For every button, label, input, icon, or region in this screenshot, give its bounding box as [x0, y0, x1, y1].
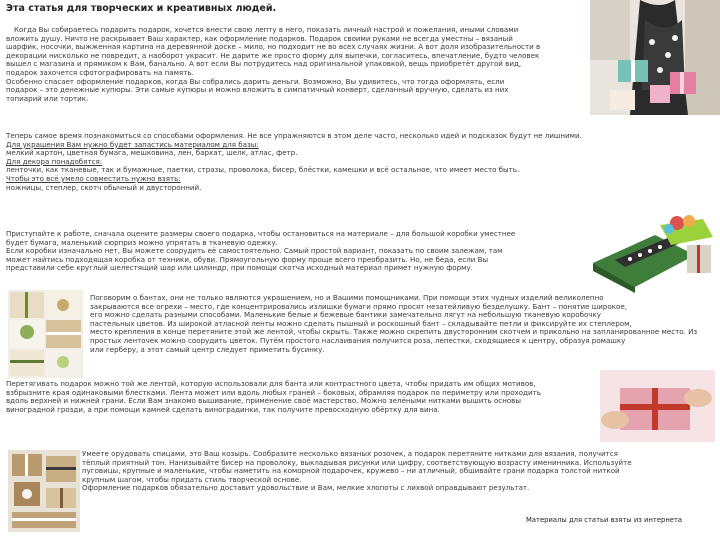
intro-line: подарок захочется сфотографировать на память.: [6, 67, 194, 77]
bows-line: закрываются все огрехи – место, где концентрировались излишки бумаги прямо просят незатейливую безделушку. Бант – понятие широкое,: [90, 301, 627, 311]
intro-line: подарок – это денежные купюры. Эти самые купюры и можно вложить в симпатичный конверт, сделанный вручную, сделать из них: [6, 85, 509, 95]
intro-line: Особенно спасает оформление подарков, когда Вы собрались дарить деньги. Возможно, Вы удивитесь, что тогда оформлять, если: [6, 76, 505, 86]
bows-paragraph: [90, 294, 715, 354]
size-paragraph: [6, 230, 566, 273]
ribbon-line: виноградной грозди, а при помощи камней сделать виноградинки, так получите превосходную обёртку для вина.: [6, 404, 440, 414]
wrapping-items: мелкий картон, цветная бумага, мешковина, лен, бархат, шелк, атлас, фетр.: [6, 148, 298, 158]
size-line: будет бумага, маленький сюрприз можно упрятать в тканевую одежку.: [6, 237, 278, 247]
gift-boxes-photo: [585, 215, 715, 293]
ribbon-line: вдоль верхней и нижней грани. Если Вам знакомо вышивание, применение своё мастерство. Можно зелёными нитками вышить основы: [6, 396, 521, 406]
knitting-line: Оформление подарков обязательно доставит удовольствие и Вам, мелкие хлопоты с лихвой оправдывают результат.: [82, 483, 530, 493]
bows-line: пастельных цветов. Из широкой атласной ленты можно сделать пышный и роскошный бант – складывайте петли и фиксируйте их степлером,: [90, 318, 632, 328]
size-line: Приступайте к работе, сначала оцените размеры своего подарка, чтобы остановиться на материале – для большой коробки уместнее: [6, 229, 516, 238]
materials-intro: Теперь самое время познакомиться со способами оформления. Не все упражняются в этом деле часто, несколько идей и подсказок будут не лишними.: [6, 131, 582, 140]
bows-line: Поговорим о бантах, они не только являются украшением, но и Вашими помощниками. При помощи этих чудных изделий великолепно: [90, 293, 604, 302]
gift-collage-photo: [8, 290, 83, 378]
intro-line: вышел с магазина и прямиком к Вам, банально. А вот если Вы потрудитесь над оригинальной упаковкой, вещь приобретёт другой вид,: [6, 59, 522, 69]
woman-with-gifts-photo: [590, 0, 720, 115]
bows-line: простых ленточек можно соорудить цветок. Путём простого наслаивания получится роза, лепестки, сходящиеся к центру, образуя ромашку: [90, 335, 626, 345]
knitting-paragraph: [82, 450, 712, 493]
knitting-line: Умеете орудовать спицами, это Ваш козырь. Сообразите несколько вязаных розочек, а подарок перетяните нитками для вязания, получится: [82, 449, 618, 458]
intro-paragraph: [6, 26, 606, 103]
materials-section: [6, 132, 716, 192]
size-line: представили себе круглый шелестящий шар или цилиндр, при помощи скотча исходный материал примет нужную форму.: [6, 263, 473, 273]
source-credit: Материалы для статьи взяты из интернета: [526, 516, 683, 524]
size-line: может найтись подходящая коробка от техники, обуви. Прямоугольную форму проще всего преобразить. Но, не беда, если Вы: [6, 254, 489, 264]
wrapping-heading: Для украшения Вам нужно будет запастись материалом для базы:: [6, 139, 259, 149]
kraft-gifts-photo: [8, 450, 80, 532]
wrapping-hands-photo: [600, 370, 715, 442]
knitting-line: крупным шагом, чтобы придать стиль творческой основе.: [82, 474, 302, 484]
ribbon-paragraph: [6, 380, 586, 414]
knitting-line: пуговицы, крупные и маленькие, чтобы наметить на коморной подарочек, кружево – ни атличный, обшивайте грани подарка толстой ниткой: [82, 466, 620, 476]
intro-line: шарфик, носочки, выжженная картина на деревянной доске – мило, но подходит не во всех случаях жизни. А вот доля изобразительности в: [6, 42, 541, 52]
tools-heading: Чтобы это всё умело совместить нужно взять:: [6, 173, 181, 183]
intro-line: Когда Вы собираетесь подарить подарок, хочется внести свою лепту в него, показать личный настрой и пожелания, иными словами: [14, 25, 519, 34]
bows-line: место крепления в конце перетяните этой же лентой, чтобы скрыть. Также можно скрепить двусторонним скотчем и прикольно на запланированное место. Из: [90, 327, 698, 337]
tools-items: ножницы, степлер, скотч обычный и двусторонний.: [6, 182, 202, 192]
bows-line: его можно сделать разными способами. Маленькие белые и бежевые бантики замечательно лягут на небольшую тканевую коробочку: [90, 310, 601, 320]
article-title: Эта статья для творческих и креативных людей.: [6, 3, 277, 14]
knitting-line: тёплый приятный тон. Нанизывайте бисер на проволоку, выкладывая рисунки или цифру, соответствующую возрасту именинника. Используйте: [82, 457, 632, 467]
decor-heading: Для декора понадобятся:: [6, 156, 103, 166]
decor-items: ленточки, как тканевые, так и бумажные, паетки, стразы, проволока, бисер, блёстки, камешки и всё остальное, что имеет место быть.: [6, 165, 520, 175]
size-line: Если коробки изначально нет, Вы можете соорудить её самостоятельно. Самый простой вариант, показать по своим залежам, там: [6, 246, 503, 256]
intro-line: вложить душу. Ничто не раскрывает Ваш характер, как оформление подарков. Подарок своими руками не всегда уместны – вязаный: [6, 33, 513, 43]
intro-line: топиарий или тортик.: [6, 93, 89, 103]
intro-line: декорации нисколько не повредит, а наоборот украсит. Не дарите же просто форму для выпечки, согласитесь, впечатление, будто человек: [6, 50, 540, 60]
ribbon-line: Перетягивать подарок можно той же лентой, которую использовали для банта или контрастного цвета, чтобы придать им общих мотивов,: [6, 379, 536, 388]
ribbon-line: взбрызните края одинаковыми блестками. Лента может или вдоль любых граней – боковых, обрамляя подарок по периметру или проходить: [6, 387, 541, 397]
bows-line: или герберу, а этот самый центр следует приметить бусинку.: [90, 344, 325, 354]
